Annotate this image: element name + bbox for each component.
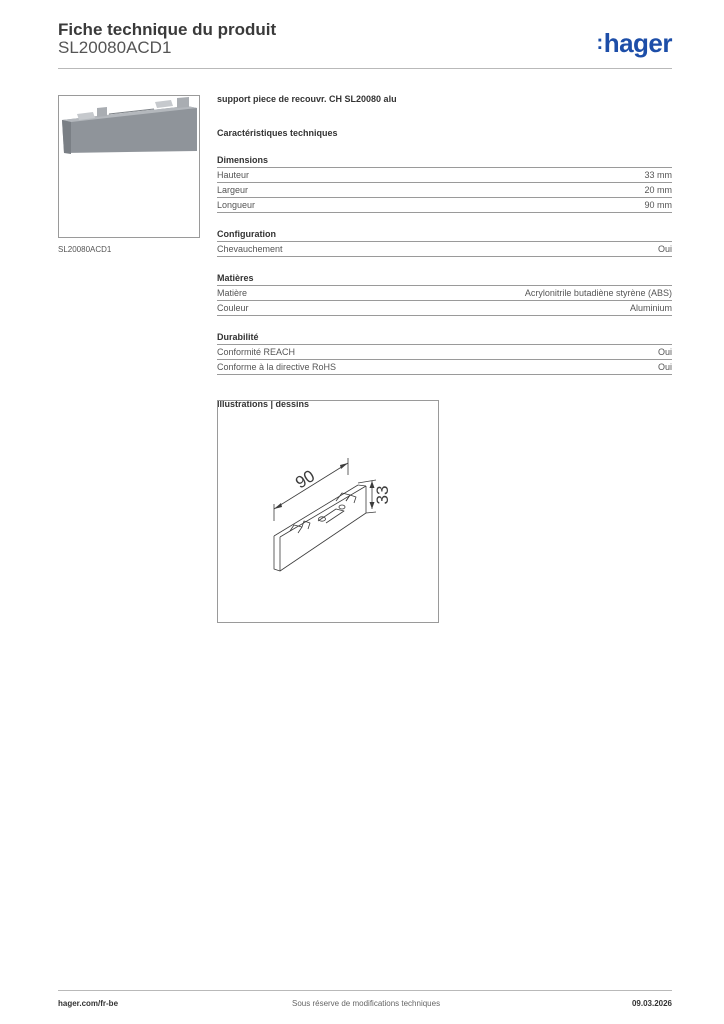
dimension-length-label: 90 xyxy=(292,466,319,493)
spec-value: 33 mm xyxy=(644,170,672,180)
spec-label: Chevauchement xyxy=(217,244,283,254)
page-title: Fiche technique du produit xyxy=(58,20,277,39)
product-photo-image xyxy=(59,96,199,237)
spec-label: Longueur xyxy=(217,200,256,210)
spec-label: Conformité REACH xyxy=(217,347,296,357)
product-reference: SL20080ACD1 xyxy=(58,38,172,57)
spec-label: Couleur xyxy=(217,303,249,313)
spec-content xyxy=(217,94,672,409)
spec-value: 90 mm xyxy=(644,200,672,210)
group-title: Dimensions xyxy=(217,154,672,168)
spec-group-configuration xyxy=(217,228,672,257)
footer-disclaimer: Sous réserve de modifications techniques xyxy=(292,999,441,1008)
footer-date: 09.03.2026 xyxy=(631,999,672,1008)
technical-drawing-image xyxy=(218,401,438,622)
spec-row xyxy=(217,198,672,213)
footer-divider xyxy=(58,990,672,991)
spec-value: Acrylonitrile butadiène styrène (ABS) xyxy=(524,288,672,298)
group-title: Configuration xyxy=(217,228,672,242)
spec-row xyxy=(217,242,672,257)
spec-label: Conforme à la directive RoHS xyxy=(217,362,337,372)
footer-website-link[interactable]: hager.com/fr-be xyxy=(58,999,119,1008)
spec-label: Largeur xyxy=(217,185,249,195)
spec-value: Aluminium xyxy=(629,303,672,313)
spec-group-materials xyxy=(217,272,672,316)
spec-row xyxy=(217,183,672,198)
photo-caption: SL20080ACD1 xyxy=(58,245,112,254)
spec-row xyxy=(217,345,672,360)
spec-label: Matière xyxy=(217,288,248,298)
logo-text: hager xyxy=(603,28,672,58)
spec-row xyxy=(217,286,672,301)
spec-label: Hauteur xyxy=(217,170,250,180)
spec-value: Oui xyxy=(657,362,672,372)
spec-value: 20 mm xyxy=(644,185,672,195)
product-description: support piece de recouvr. CH SL20080 alu xyxy=(217,94,397,104)
spec-row xyxy=(217,301,672,316)
spec-group-dimensions xyxy=(217,154,672,213)
spec-value: Oui xyxy=(657,244,672,254)
group-title: Matières xyxy=(217,272,672,286)
specs-heading: Caractéristiques techniques xyxy=(217,128,338,138)
hager-logo xyxy=(597,28,672,59)
spec-row xyxy=(217,360,672,375)
technical-drawing xyxy=(217,400,439,623)
logo-colon-mark: : xyxy=(596,32,603,54)
header-divider xyxy=(58,68,672,69)
spec-row xyxy=(217,168,672,183)
illustrations-heading: Illustrations | dessins xyxy=(217,399,310,409)
product-photo xyxy=(58,95,200,238)
dimension-height-label: 33 xyxy=(373,485,392,505)
spec-value: Oui xyxy=(657,347,672,357)
group-title: Durabilité xyxy=(217,331,672,345)
spec-group-durability xyxy=(217,331,672,375)
